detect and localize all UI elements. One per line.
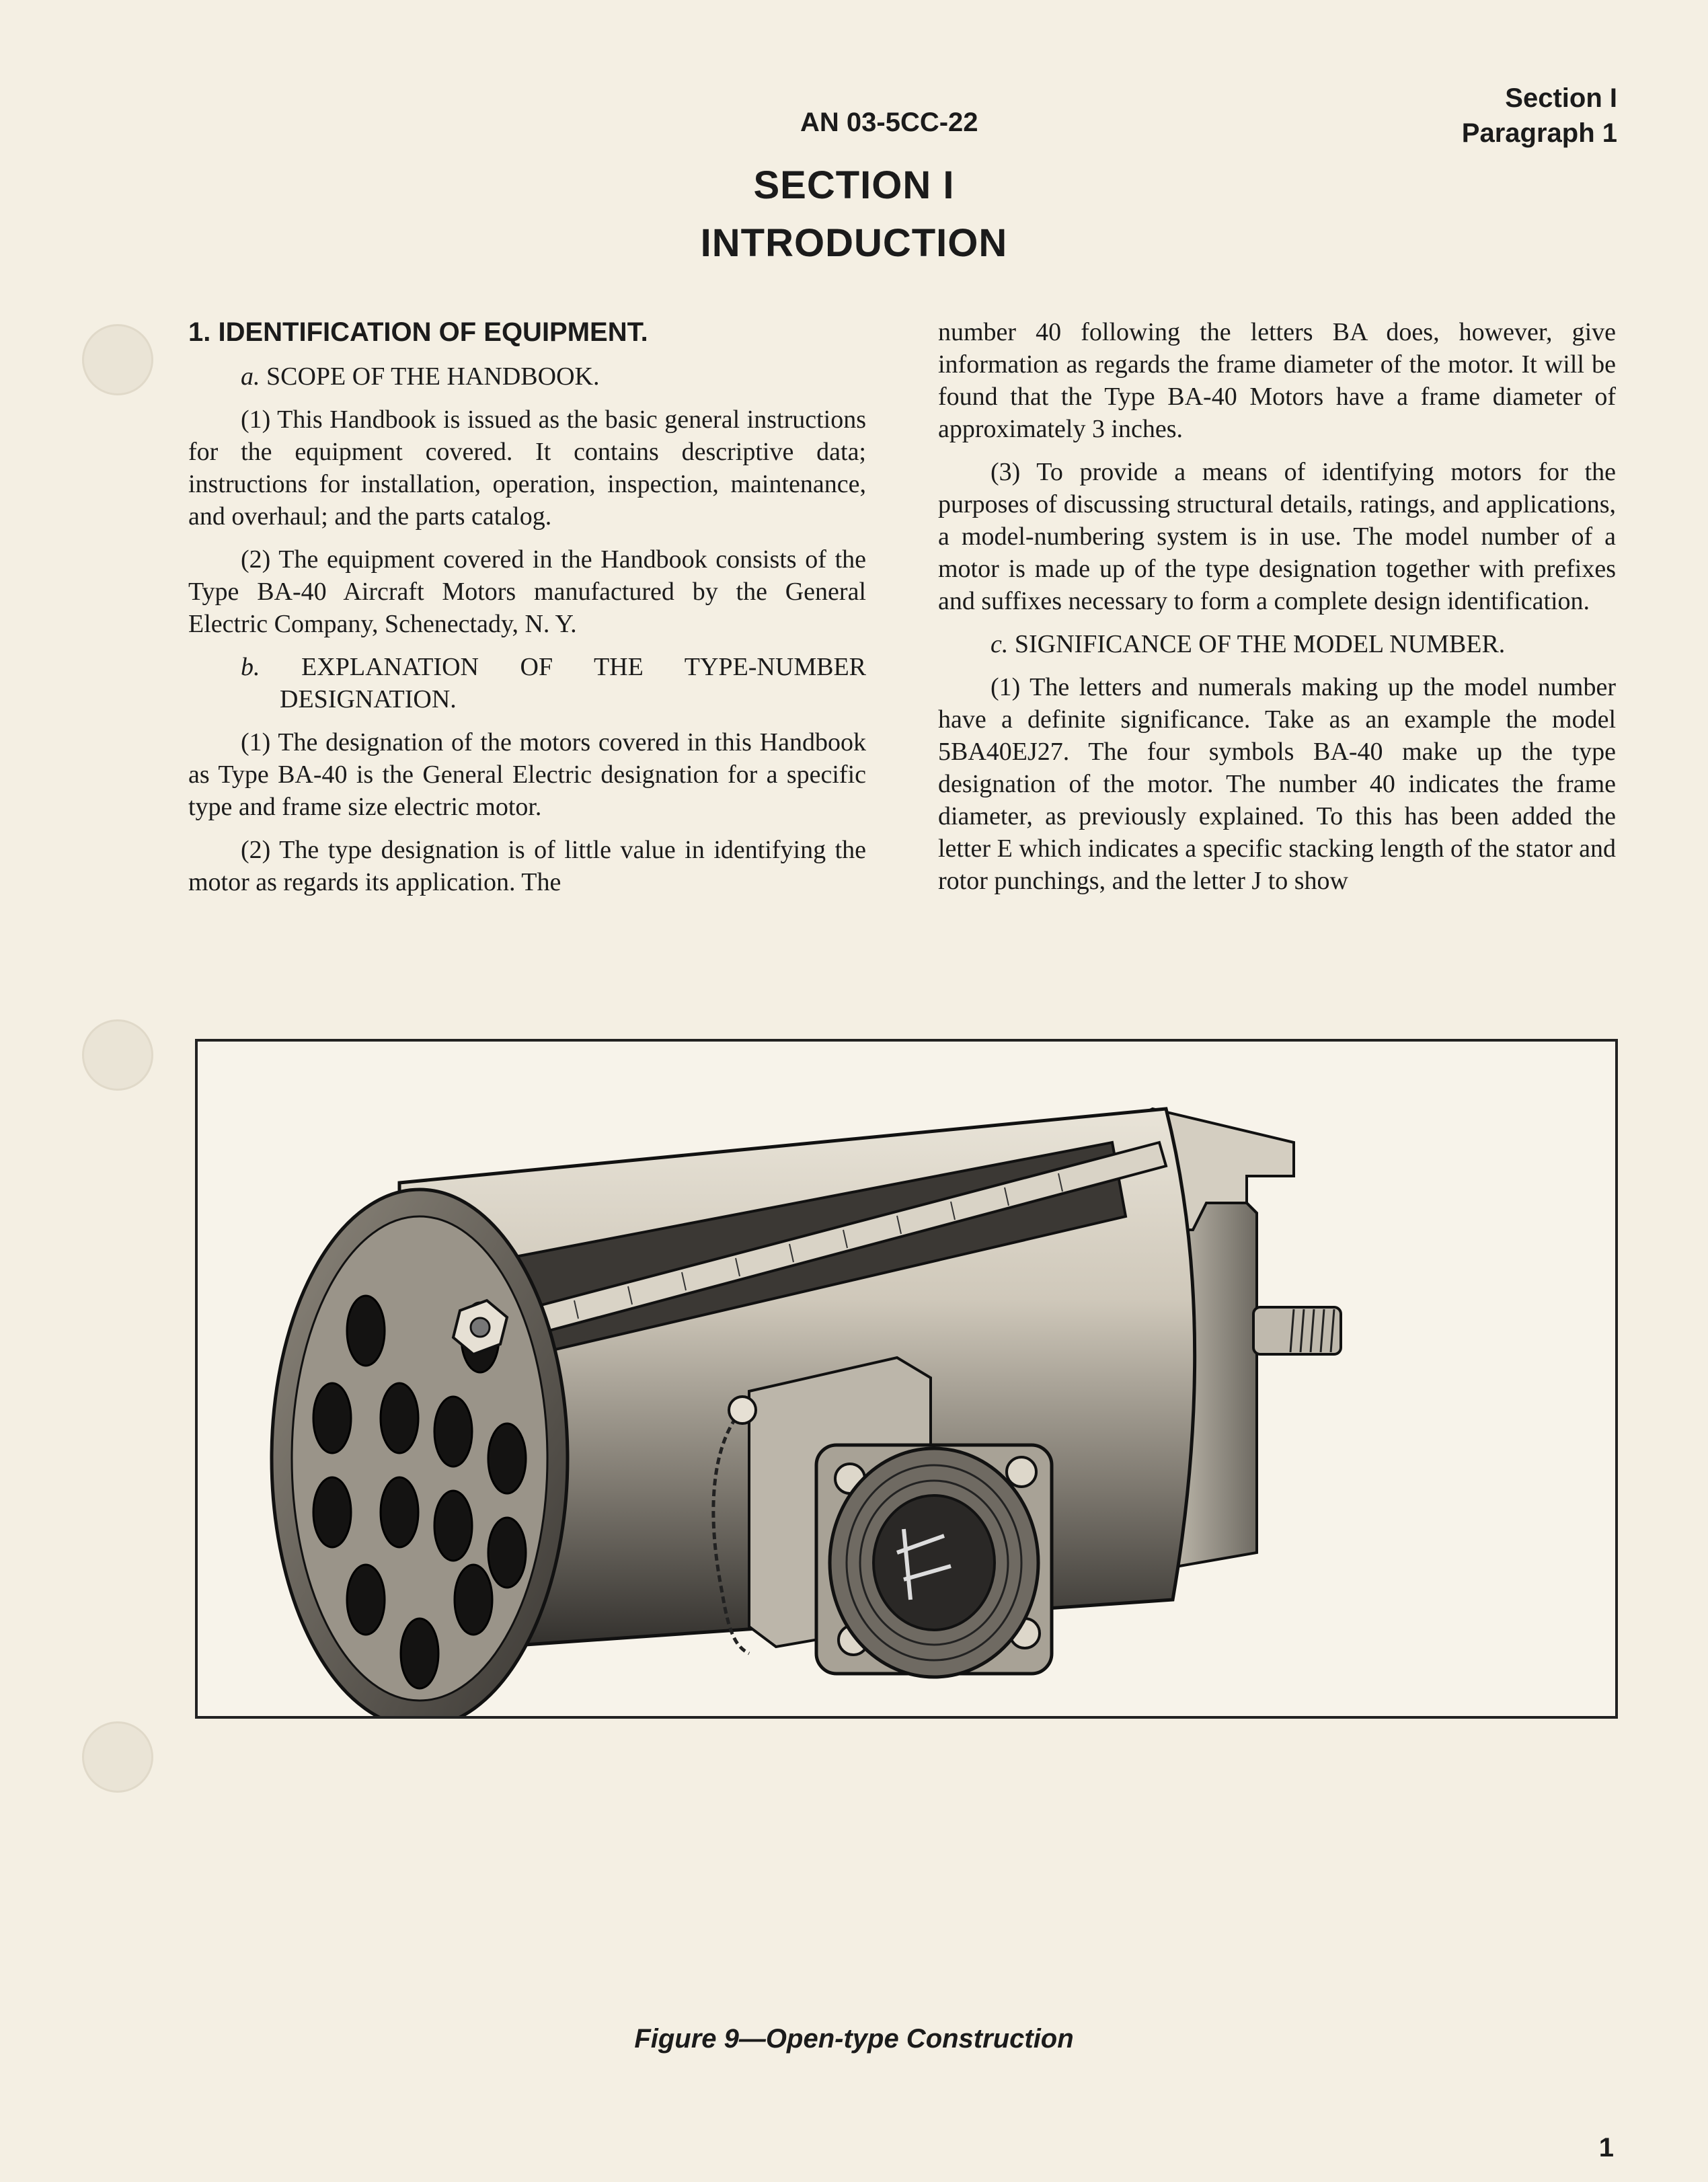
paragraph-a2: (2) The equipment covered in the Handbook consists of the Type BA-40 Aircraft Motors manufactured by the General Electric Company, Schenectady, N. Y. [188,545,866,638]
paragraph-heading: 1. IDENTIFICATION OF EQUIPMENT. [188,317,648,347]
paragraph-c1: (1) The letters and numerals making up the model number have a definite significance. Take as an example the model 5BA40EJ27. The four symbols BA-40 make up the type designation of the motor. The number 40 indicates the frame diameter, as previously explained. To this has been added the letter E which indicates a specific stacking length of the stator and rotor punchings, and the letter J to show [938,673,1616,895]
motor-illustration [198,1042,1615,1716]
paragraph-a1: (1) This Handbook is issued as the basic general instructions for the equipment covered. It contains descriptive data; instructions for installation, operation, inspection, maintenance, and overhaul; and the parts catalog. [188,405,866,531]
page-number: 1 [1598,2133,1614,2162]
paragraph-b2: (2) The type designation is of little value in identifying the motor as regards its application. The [188,836,866,896]
left-column [188,316,866,909]
subheading-c: c. SIGNIFICANCE OF THE MODEL NUMBER. [991,630,1506,658]
subheading-b: b. EXPLANATION OF THE TYPE-NUMBER DESIGNATION. [241,653,867,713]
electrical-connector [830,1448,1038,1677]
paragraph-b2-continued: number 40 following the letters BA does, however, give information as regards the frame diameter of the motor. It will be found that the Type BA-40 Motors have a frame diameter of approximately 3 inches. [938,318,1616,443]
motor-shaft [1253,1307,1341,1354]
section-reference [1462,81,1617,151]
binder-hole-middle [82,1019,153,1091]
document-number: AN 03-5CC-22 [800,108,978,137]
section-title: SECTION I [753,163,955,207]
figure-frame [195,1039,1618,1719]
section-name: INTRODUCTION [700,221,1008,265]
screw-head [729,1397,756,1424]
section-label: Section I [1505,83,1617,113]
binder-hole-top [82,324,153,395]
binder-hole-bottom [82,1721,153,1793]
paragraph-b3: (3) To provide a means of identifying motors for the purposes of discussing structural details, ratings, and applications, a model-numbering system is in use. The model number of a motor is made up of the type designation together with prefixes and suffixes necessary to form a complete design identification. [938,458,1616,615]
figure-caption: Figure 9—Open-type Construction [634,2024,1074,2054]
paragraph-b1: (1) The designation of the motors covered in this Handbook as Type BA-40 is the General Electric designation for a specific type and frame size electric motor. [188,728,866,821]
right-column [938,316,1616,908]
subheading-a: a. SCOPE OF THE HANDBOOK. [241,362,600,391]
paragraph-label: Paragraph 1 [1461,118,1617,148]
